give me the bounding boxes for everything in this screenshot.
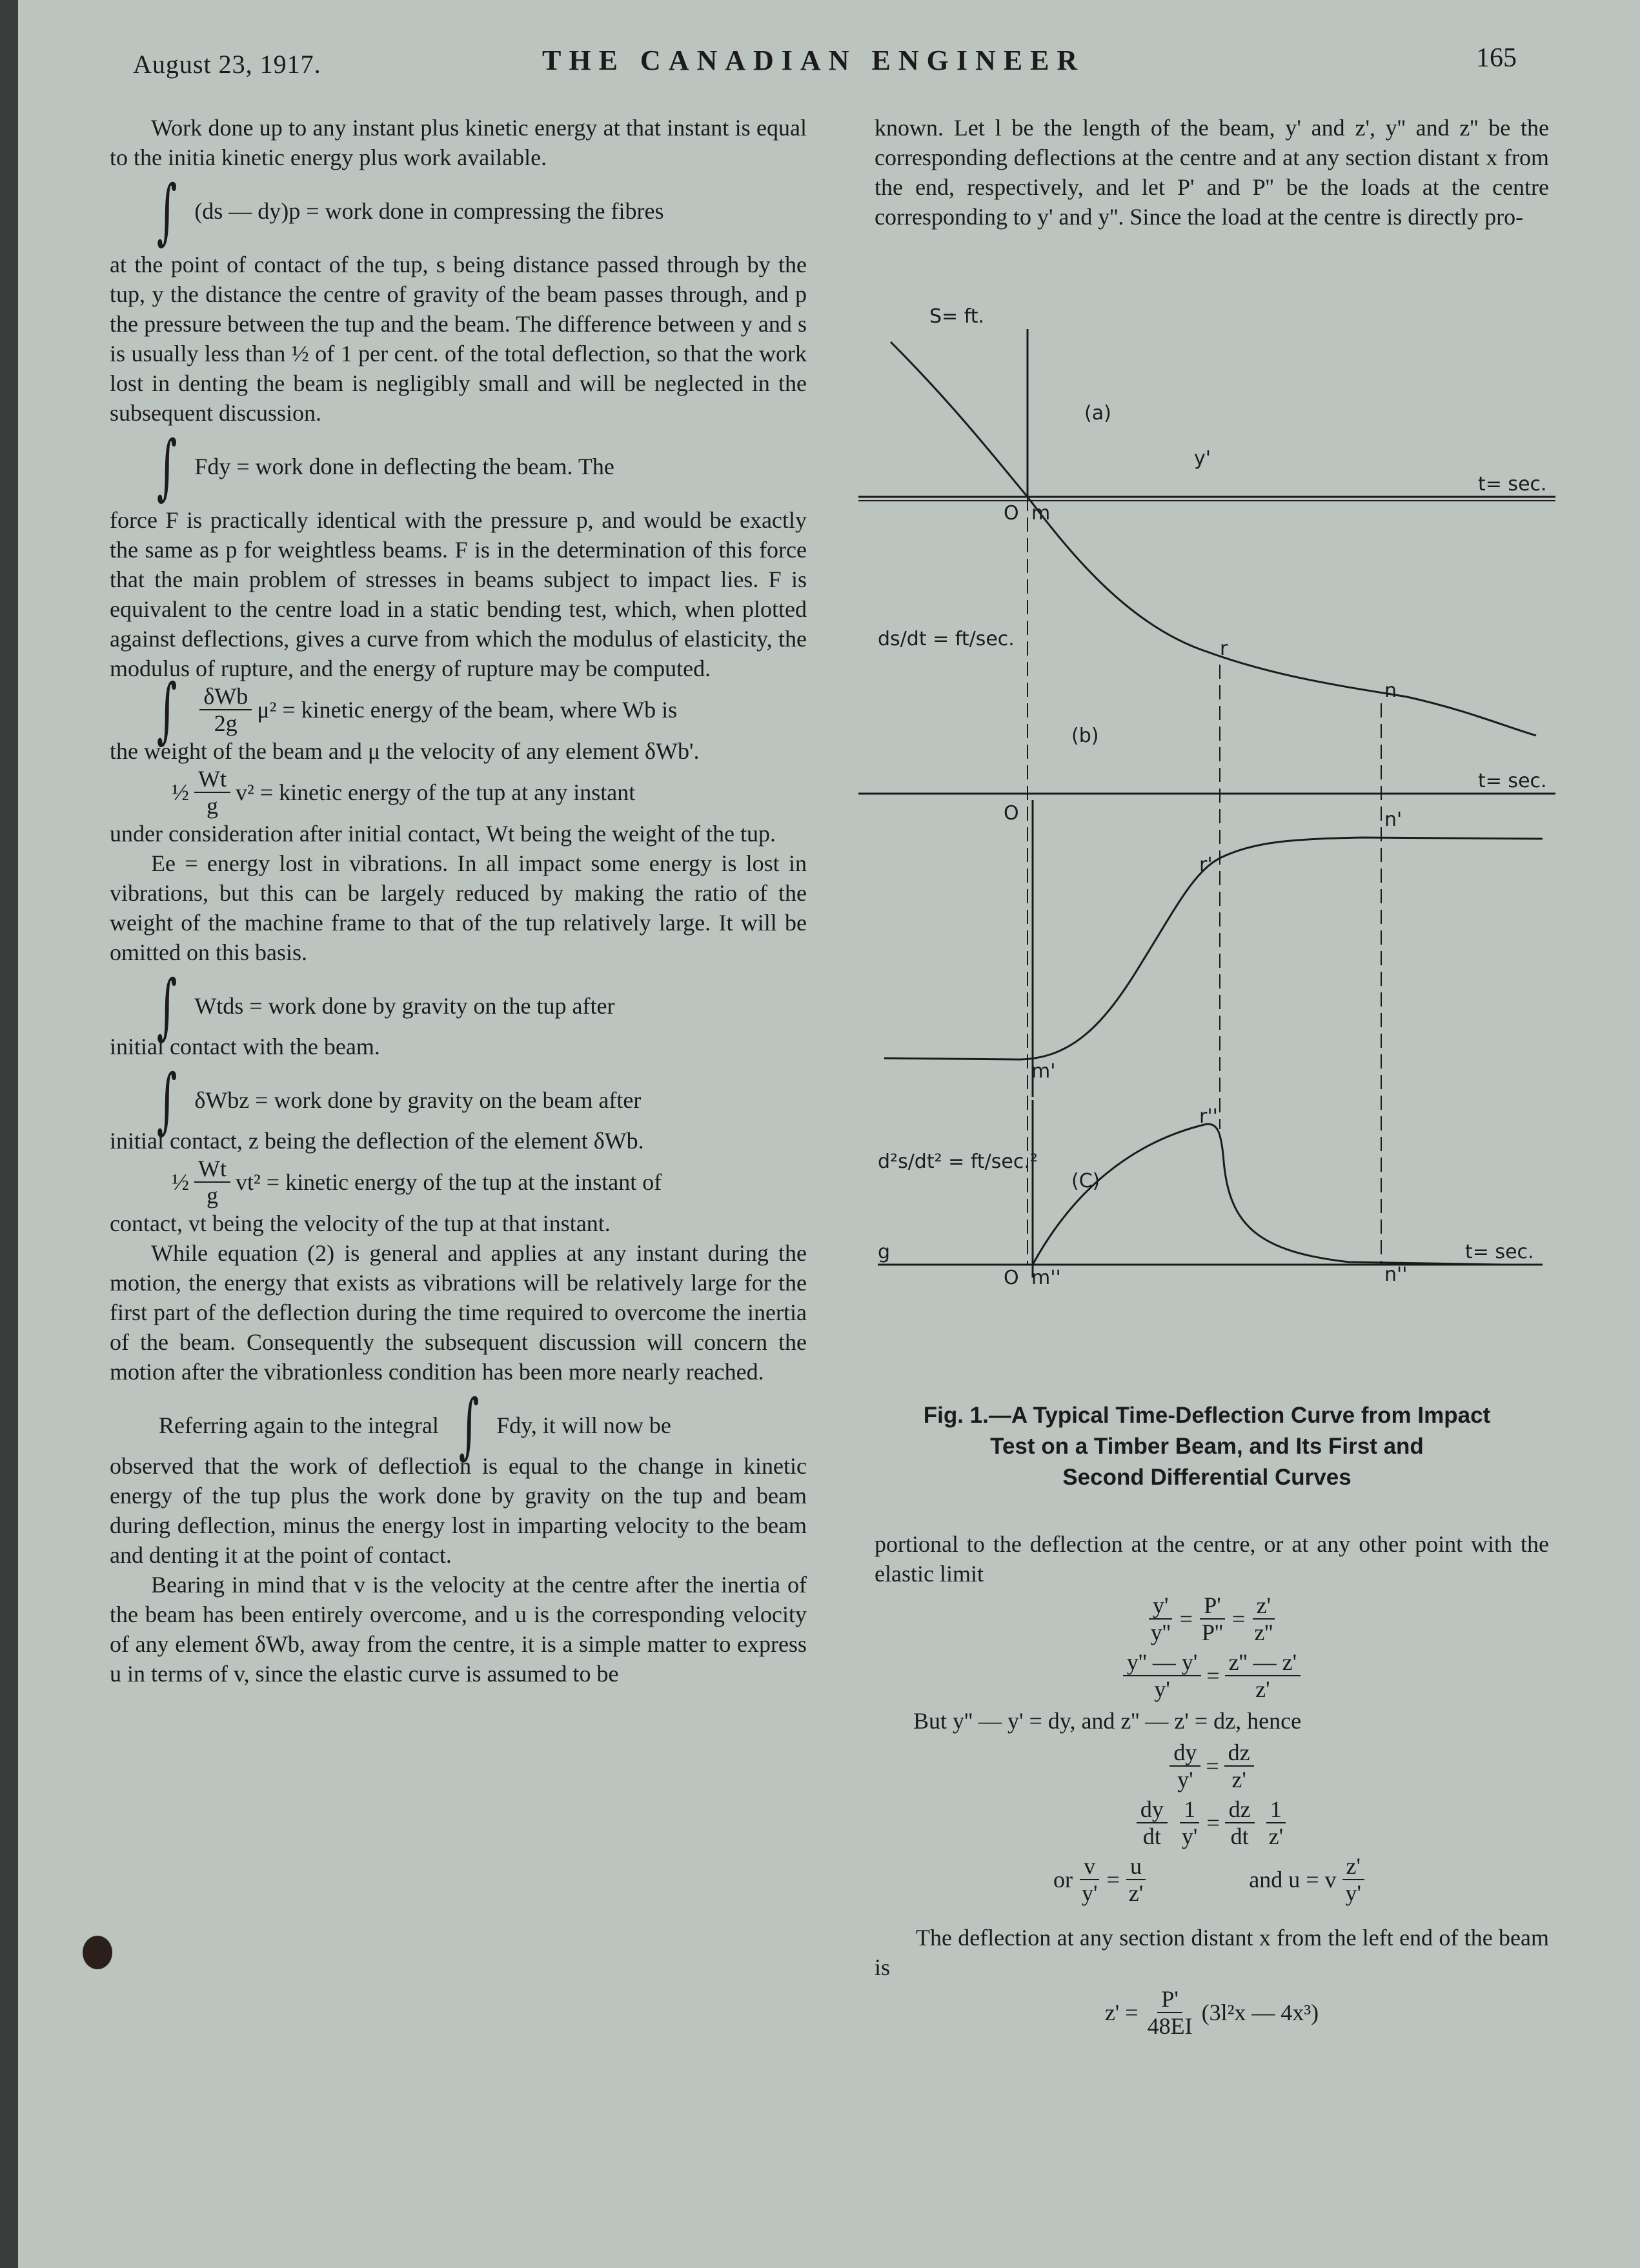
curve-ds [1028, 497, 1536, 736]
paragraph: initial contact, z being the deflection of the element δWb. [110, 1128, 644, 1154]
equation-work-deflecting: ∫ Fdy = work done in deflecting the beam. The [156, 425, 614, 508]
paragraph: portional to the deflection at the centre, or at any other point with the elastic limit [875, 1531, 1549, 1587]
left-column [110, 113, 807, 1689]
paragraph: initial contact with the beam. [110, 1034, 380, 1059]
label-c: (C) [1071, 1170, 1100, 1192]
label-n: n [1384, 679, 1397, 702]
equation-beam-kinetic: ∫ $\frac{\text{δWb}}{2g}$ μ² = kinetic energy of the beam, where Wb is [156, 668, 678, 751]
paragraph: While equation (2) is general and applies at any instant during the motion, the energy that exists as vibrations will be relatively large for the first part of the deflection during the time required to overcome the inertia of the beam. Consequently the subsequent discussion will concern the motion after the vibrationless condition has been more nearly reached. [110, 1240, 807, 1385]
figure-caption: Fig. 1.—A Typical Time-Deflection Curve from Impact Test on a Timber Beam, and Its First and Second Differential Curves [923, 1403, 1491, 1490]
paragraph: observed that the work of deflection is equal to the change in kinetic energy of the tup plus the work done by gravity on the tup and beam during deflection, minus the energy lost in imparting velocity to the beam and denting it at the point of contact. [110, 1453, 807, 1568]
label-o-3: O [1004, 1267, 1019, 1289]
equation-gravity-beam: ∫ δWbz = work done by gravity on the beam after [156, 1059, 642, 1141]
right-column-lower [875, 1529, 1549, 2043]
issue-date: August 23, 1917. [133, 50, 321, 79]
equation-difference: $\frac{y'' — y'}{y'}$ = $\frac{z'' — z'}{z'}$ [875, 1649, 1549, 1702]
integral-sign: ∫ [156, 425, 177, 508]
fraction: $\frac{Wt}{g}$ [194, 766, 230, 819]
paragraph: But y'' — y' = dy, and z'' — z' = dz, hence [913, 1708, 1302, 1734]
paragraph: Bearing in mind that v is the velocity at the centre after the inertia of the beam has been entirely overcome, and u is the corresponding velocity of any element δWb, away from the centre, it is a simple matter to express u in terms of v, since the elastic curve is assumed to be [110, 1572, 807, 1687]
paragraph: under consideration after initial contact, Wt being the weight of the tup. [110, 821, 776, 847]
integral-sign: ∫ [156, 668, 177, 751]
equation-reference-integral: Referring again to the integral ∫ Fdy, it will now be [159, 1384, 671, 1467]
integral-sign: ∫ [156, 1059, 177, 1141]
label-r1: r' [1199, 854, 1213, 876]
paragraph: Ee = energy lost in vibrations. In all impact some energy is lost in vibrations, but this can be largely reduced by making the ratio of the weight of the machine frame to that of the tup relatively large. It will be omitted on this basis. [110, 850, 807, 965]
integral-sign: ∫ [156, 170, 177, 252]
equation-proportion: $\frac{y'}{y''}$ = $\frac{P'}{P''}$ = $\frac{z'}{z''}$ [875, 1592, 1549, 1645]
paragraph: force F is practically identical with the pressure p, and would be exactly the same as p for weightless beams. F is in the determination of this force that the main problem of stresses in beams subject to impact lies. F is equivalent to the centre load in a static bending test, which, when plotted against deflections, gives a curve from which the modulus of elasticity, the modulus of rupture, and the energy of rupture may be computed. [110, 507, 807, 681]
equation-work-compressing: ∫ (ds — dy)p = work done in compressing the fibres [156, 170, 664, 252]
equation-time-derivative: $\frac{dy}{dt}$ $\frac{1}{y'}$ = $\frac{dz}{dt}$ $\frac{1}{z'}$ [875, 1796, 1549, 1849]
page-header [129, 40, 1517, 85]
label-n2: n'' [1384, 1263, 1408, 1286]
label-m: m [1031, 502, 1051, 525]
label-t-1: t= sec. [1478, 473, 1547, 496]
label-g: g [878, 1241, 891, 1263]
label-dsdt: ds/dt = ft/sec. [878, 628, 1015, 650]
equation-gravity-tup: ∫ Wtds = work done by gravity on the tup after [156, 965, 615, 1047]
label-a: (a) [1084, 402, 1111, 425]
label-r: r [1220, 637, 1228, 660]
label-b: (b) [1071, 725, 1099, 747]
curve-third [1033, 1124, 1504, 1265]
curve-s [891, 342, 1028, 497]
curve-d2s [884, 838, 1543, 1059]
equation-tup-kinetic: ½ $\frac{Wt}{g}$ v² = kinetic energy of the tup at any instant [172, 766, 636, 819]
label-n1: n' [1384, 808, 1402, 831]
fraction: $\frac{\text{δWb}}{2g}$ [199, 683, 252, 736]
label-s: S= ft. [929, 305, 985, 328]
paragraph: Work done up to any instant plus kinetic energy at that instant is equal to the initia kinetic energy plus work available. [110, 115, 807, 170]
label-m1: m' [1031, 1060, 1056, 1083]
label-d2s: d²s/dt² = ft/sec.² [878, 1150, 1038, 1173]
journal-title: THE CANADIAN ENGINEER [542, 45, 1086, 76]
paragraph: contact, vt being the velocity of the tup at that instant. [110, 1210, 611, 1236]
integral-sign: ∫ [458, 1384, 480, 1467]
time-deflection-figure [858, 303, 1555, 1349]
equation-dy-dz: $\frac{dy}{y'}$ = $\frac{dz}{z'}$ [875, 1740, 1549, 1792]
paragraph: at the point of contact of the tup, s being distance passed through by the tup, y the distance the centre of gravity of the beam passes through, and p the pressure between the tup and the beam. The difference between y and s is usually less than ½ of 1 per cent. of the total deflection, so that the work lost in denting the beam is negligibly small and will be neglected in the subsequent discussion. [110, 252, 807, 426]
ink-blot [83, 1936, 112, 1969]
label-m2: m'' [1031, 1267, 1061, 1289]
equation-velocity: or $\frac{v}{y'}$ = $\frac{u}{z'}$ and u = v $\frac{z'}{y'}$ [875, 1853, 1549, 1906]
paragraph: known. Let l be the length of the beam, y' and z', y'' and z'' be the corresponding deflections at the centre and at any section distant x from the end, respectively, and let P' and P'' be the loads at the centre corresponding to y' and y''. Since the load at the centre is directly pro- [875, 115, 1549, 230]
page-binding-shadow [0, 0, 18, 2268]
label-o-2: O [1004, 802, 1019, 825]
paragraph: The deflection at any section distant x from the left end of the beam is [875, 1925, 1549, 1980]
label-o-1: O [1004, 502, 1019, 525]
right-column [875, 113, 1549, 232]
equation-tup-initial-kinetic: ½ $\frac{Wt}{g}$ vt² = kinetic energy of the tup at the instant of [172, 1156, 662, 1209]
page-number: 165 [1476, 43, 1517, 73]
label-r2: r'' [1199, 1105, 1218, 1128]
label-y1: y' [1194, 447, 1211, 470]
equation-deflection: z' = $\frac{P'}{48EI}$ (3l²x — 4x³) [1104, 1986, 1319, 2039]
label-t-3: t= sec. [1465, 1241, 1534, 1263]
paragraph: the weight of the beam and μ the velocity of any element δWb'. [110, 738, 700, 764]
integral-sign: ∫ [156, 965, 177, 1047]
fraction: $\frac{Wt}{g}$ [194, 1156, 230, 1209]
label-t-2: t= sec. [1478, 770, 1547, 792]
